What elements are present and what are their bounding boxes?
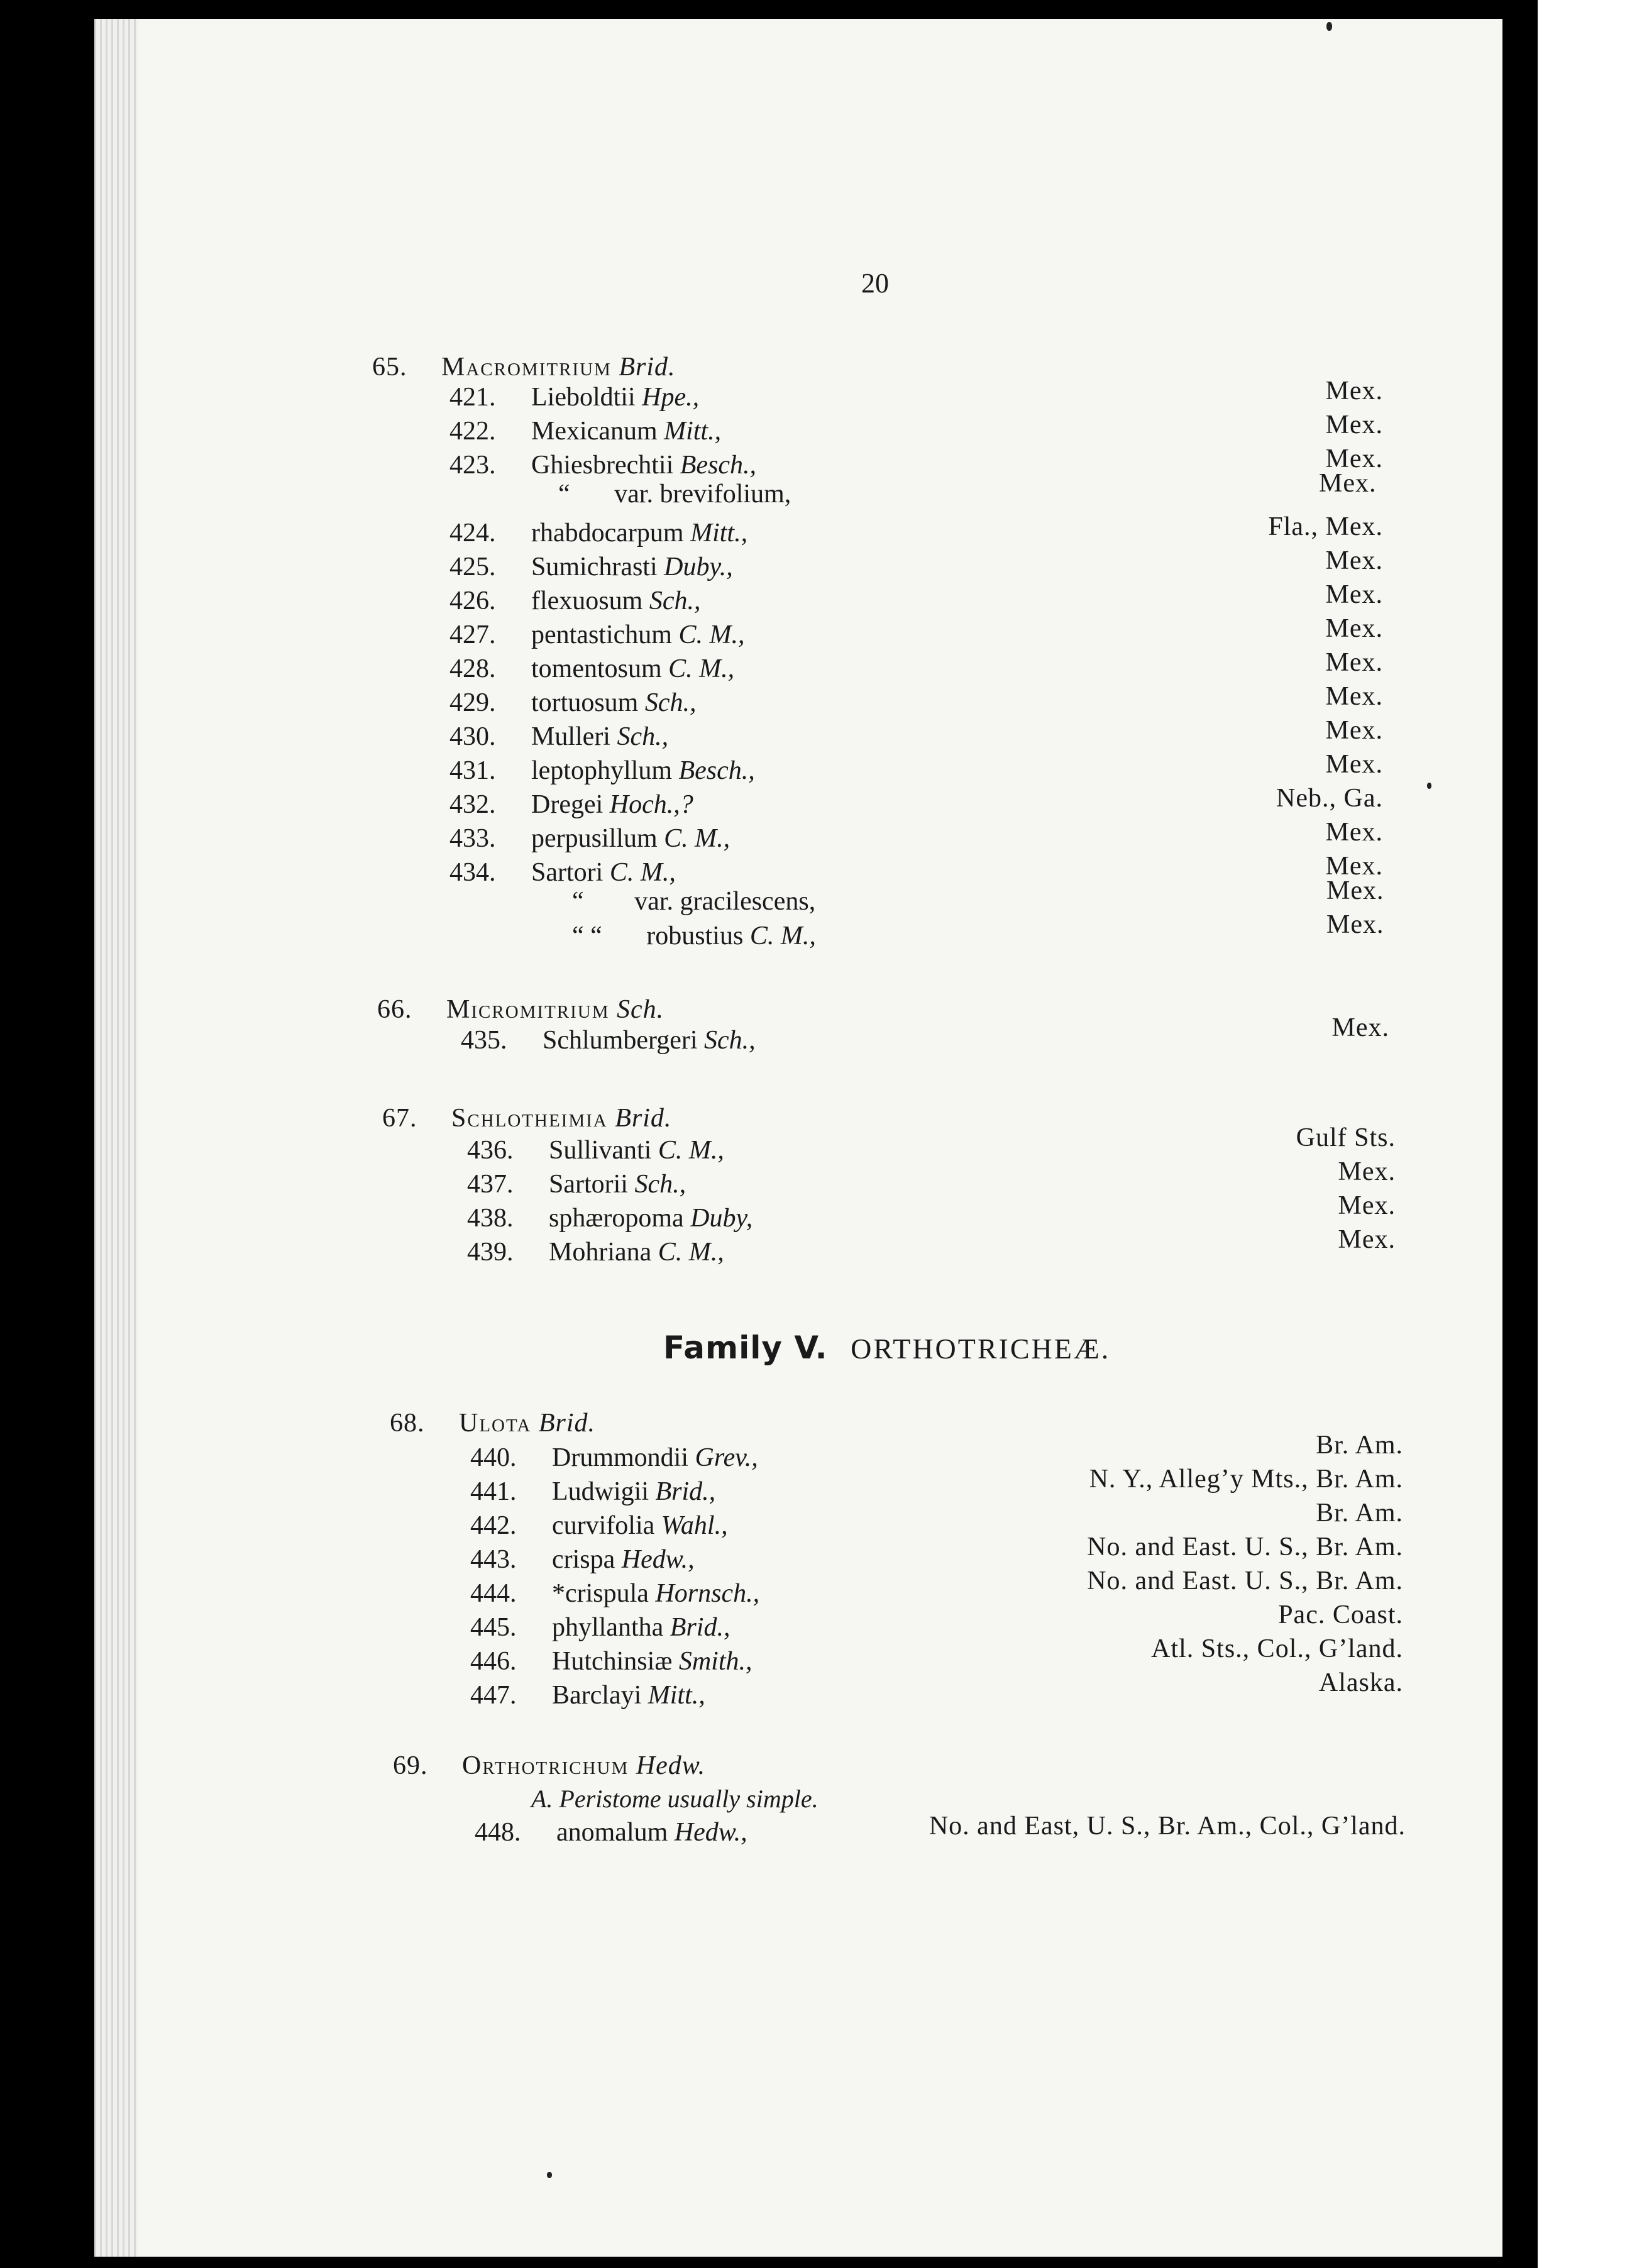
species-row [467,1157,1396,1201]
species-name [531,550,733,584]
genus-name: Macromitrium [441,353,612,382]
species-number: 448. [475,1818,521,1847]
species-epithet: Barclayi [552,1681,648,1710]
species-authority: C. M., [609,858,676,887]
species-number: 443. [470,1545,517,1574]
adjacent-page-strip [1534,0,1637,2268]
species-epithet: Mulleri [531,722,617,751]
variety-distribution: Mex. [1319,469,1377,498]
species-epithet: Lieboldtii [531,383,642,412]
genus-authority: Hedw. [636,1751,706,1780]
species-row [475,1812,1406,1849]
species-row [449,444,1383,482]
species-name [531,720,668,754]
species-authority: Smith., [678,1647,752,1676]
species-distribution: Mex. [1325,852,1383,881]
species-authority: Wahl., [661,1511,728,1540]
species-authority: Sch., [617,722,669,751]
species-epithet: curvifolia [552,1511,661,1540]
species-row [449,546,1383,584]
variety-line [558,479,791,509]
species-distribution: N. Y., Alleg’y Mts., Br. Am. [1089,1465,1403,1494]
species-distribution: Atl. Sts., Col., G’land. [1151,1634,1403,1663]
family-name: ORTHOTRICHEÆ. [851,1333,1111,1365]
ditto-mark: “ [558,480,570,509]
page-number: 20 [861,268,889,299]
species-row [467,1225,1396,1269]
species-epithet: Mexicanum [531,417,664,446]
species-number: 427. [449,620,496,649]
species-distribution: Br. Am. [1316,1431,1403,1460]
species-epithet: anomalum [556,1818,675,1847]
species-name [531,584,700,618]
species-row [470,1634,1403,1678]
ink-speck [1427,783,1431,789]
species-number: 428. [449,654,496,683]
genus-heading [372,352,675,382]
ditto-mark: “ [572,887,584,916]
species-distribution: No. and East. U. S., Br. Am. [1087,1566,1403,1595]
species-epithet: Drummondii [552,1443,695,1472]
species-number: 438. [467,1204,514,1233]
species-epithet: phyllantha [552,1613,670,1642]
species-row [449,682,1383,720]
species-row [449,614,1383,652]
ditto-mark: “ “ [572,922,602,950]
species-row [467,1191,1396,1235]
species-epithet: Sartori [531,858,610,887]
species-epithet: Schlumbergeri [543,1026,705,1055]
species-authority: C. M., [668,654,735,683]
species-distribution: Mex. [1338,1157,1396,1186]
species-number: 441. [470,1477,517,1506]
species-distribution: Neb., Ga. [1276,784,1383,813]
species-name [552,1610,730,1644]
species-name [531,414,721,448]
species-row [467,1123,1396,1167]
variety-distribution: Mex. [1326,910,1384,939]
species-authority: Mitt., [690,519,748,548]
genus-heading [382,1103,671,1133]
species-number: 444. [470,1579,517,1608]
species-row [449,750,1383,788]
genus-name: Orthotrichum [462,1751,629,1780]
species-row [449,512,1383,550]
species-row [449,377,1383,414]
species-name [531,516,747,550]
genus-authority: Brid. [615,1104,672,1133]
species-row [449,716,1383,754]
species-number: 429. [449,688,496,717]
species-number: 439. [467,1238,514,1267]
species-name [531,856,676,889]
species-number: 426. [449,586,496,615]
species-distribution: Alaska. [1318,1668,1403,1697]
variety-line [572,886,815,917]
genus-authority: Sch. [617,995,664,1024]
species-number: 431. [449,756,496,785]
species-epithet: pentastichum [531,620,679,649]
species-name [556,1815,747,1849]
ink-speck [1326,22,1332,31]
species-name [531,380,699,414]
species-authority: Brid., [655,1477,716,1506]
species-epithet: Dregei [531,790,610,819]
species-name [531,822,730,856]
species-epithet: Hutchinsiæ [552,1647,679,1676]
species-epithet: rhabdocarpum [531,519,691,548]
variety-name: robustius [646,922,744,950]
species-name [549,1167,686,1201]
species-number: 432. [449,790,496,819]
family-label: Family V. [663,1329,828,1366]
species-name [531,448,756,482]
genus-name: Schlotheimia [451,1104,608,1133]
species-row [449,818,1383,856]
species-authority: Sch., [634,1170,686,1199]
species-authority: Hpe., [642,383,700,412]
species-epithet: *crispula [552,1579,656,1608]
species-number: 442. [470,1511,517,1540]
species-epithet: Sullivanti [549,1136,658,1165]
species-epithet: perpusillum [531,824,664,853]
species-epithet: tomentosum [531,654,669,683]
species-distribution: No. and East, U. S., Br. Am., Col., G’land. [929,1812,1406,1841]
subsection-heading: A. Peristome usually simple. [531,1785,819,1813]
species-name [552,1577,759,1610]
species-number: 436. [467,1136,514,1165]
species-distribution: Mex. [1325,580,1383,609]
species-epithet: Sumichrasti [531,553,664,581]
species-authority: Mitt., [664,417,722,446]
species-name [531,788,693,822]
species-epithet: Ludwigii [552,1477,656,1506]
species-epithet: leptophyllum [531,756,679,785]
species-row [449,784,1383,822]
species-authority: Mitt., [648,1681,705,1710]
genus-number: 66. [377,995,412,1024]
species-authority: Hornsch., [655,1579,760,1608]
species-distribution: Mex. [1325,818,1383,847]
species-authority: Duby, [690,1204,753,1233]
species-epithet: Ghiesbrechtii [531,451,680,480]
species-distribution: Br. Am. [1316,1499,1403,1528]
species-distribution: Mex. [1325,377,1383,405]
species-number: 435. [461,1026,507,1055]
species-distribution: Gulf Sts. [1296,1123,1396,1152]
species-name [549,1133,724,1167]
species-row [449,410,1383,448]
genus-heading [393,1751,705,1781]
genus-name: Ulota [459,1409,532,1438]
species-number: 424. [449,519,496,548]
species-number: 440. [470,1443,517,1472]
genus-name: Micromitrium [446,995,610,1024]
species-number: 446. [470,1647,517,1676]
species-number: 421. [449,383,496,412]
species-name [549,1201,752,1235]
species-name [531,686,697,720]
genus-number: 67. [382,1104,417,1133]
variety-distribution: Mex. [1326,876,1384,905]
species-name [552,1475,715,1509]
variety-line [572,921,816,951]
species-authority: C. M., [658,1238,724,1267]
species-number: 447. [470,1681,517,1710]
species-number: 430. [449,722,496,751]
species-authority: C. M., [658,1136,724,1165]
species-name [549,1235,724,1269]
species-distribution: Mex. [1325,750,1383,779]
species-distribution: Mex. [1338,1191,1396,1220]
species-authority: Hedw., [621,1545,695,1574]
species-authority: C. M., [664,824,730,853]
species-name [552,1644,752,1678]
species-row [470,1566,1403,1610]
species-authority: Sch., [649,586,701,615]
species-name [531,618,744,652]
species-name [531,652,734,686]
species-authority: Besch., [678,756,755,785]
species-epithet: sphæropoma [549,1204,691,1233]
species-authority: C. M., [678,620,745,649]
genus-number: 69. [393,1751,428,1780]
species-epithet: Mohriana [549,1238,658,1267]
species-distribution: Mex. [1325,546,1383,575]
species-row [461,1013,1389,1057]
variety-name: var. brevifolium, [614,480,791,509]
scan-divider [1534,0,1538,2268]
family-heading [663,1329,1110,1366]
genus-authority: Brid. [619,353,676,382]
page-edge-stack [94,19,138,2257]
species-name [552,1441,758,1475]
species-distribution: Pac. Coast. [1278,1600,1403,1629]
species-authority: Duby., [664,553,733,581]
species-row [449,580,1383,618]
species-row [470,1668,1403,1712]
variety-authority: C. M., [749,922,816,950]
species-distribution: Mex. [1325,716,1383,745]
species-number: 422. [449,417,496,446]
genus-authority: Brid. [538,1409,595,1438]
species-row [449,648,1383,686]
species-name [552,1543,695,1577]
species-distribution: Fla., Mex. [1268,512,1383,541]
genus-heading [390,1408,595,1438]
species-distribution: Mex. [1325,614,1383,643]
species-authority: Sch., [704,1026,756,1055]
species-authority: Hoch.,? [609,790,693,819]
species-number: 423. [449,451,496,480]
species-epithet: tortuosum [531,688,645,717]
species-number: 434. [449,858,496,887]
species-authority: Besch., [680,451,757,480]
genus-number: 68. [390,1409,425,1438]
species-name [552,1509,728,1543]
species-distribution: Mex. [1325,682,1383,711]
species-distribution: Mex. [1325,444,1383,473]
species-row [470,1465,1403,1509]
species-number: 425. [449,553,496,581]
species-row [449,852,1383,889]
species-authority: Grev., [695,1443,758,1472]
species-number: 437. [467,1170,514,1199]
variety-name: var. gracilescens, [634,887,816,916]
ink-speck [547,2172,552,2178]
species-epithet: flexuosum [531,586,649,615]
species-distribution: Mex. [1325,410,1383,439]
genus-number: 65. [372,353,407,382]
species-name [531,754,755,788]
species-number: 433. [449,824,496,853]
genus-heading [377,994,664,1025]
species-distribution: Mex. [1338,1225,1396,1254]
species-authority: Brid., [670,1613,730,1642]
species-authority: Sch., [644,688,697,717]
species-authority: Hedw., [674,1818,747,1847]
species-epithet: crispa [552,1545,622,1574]
species-name [552,1678,705,1712]
species-distribution: Mex. [1325,648,1383,677]
species-epithet: Sartorii [549,1170,635,1199]
species-number: 445. [470,1613,517,1642]
species-distribution: Mex. [1331,1013,1389,1042]
species-name [543,1023,756,1057]
species-distribution: No. and East. U. S., Br. Am. [1087,1533,1403,1561]
